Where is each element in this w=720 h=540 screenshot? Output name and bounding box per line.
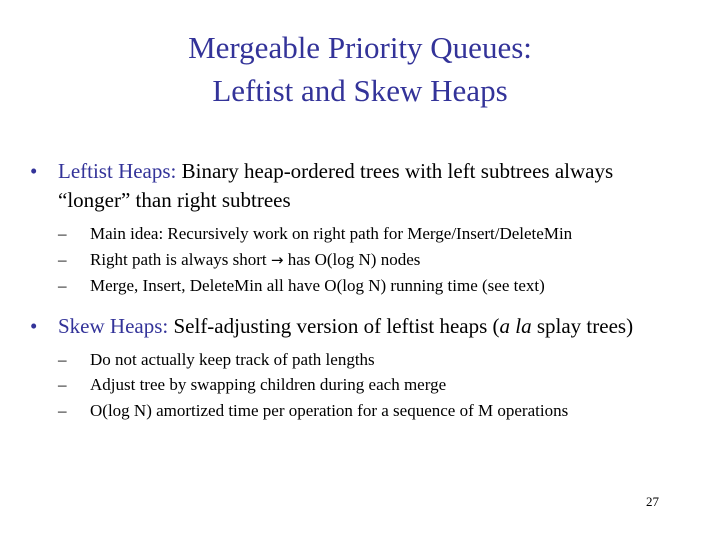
title-line-2: Leftist and Skew Heaps: [212, 73, 508, 108]
bullet-body-text: Binary heap-ordered trees with left subtrees always “longer” than right subtrees: [58, 159, 614, 212]
sub-bullet-text: O(log N) amortized time per operation for a sequence of M operations: [90, 400, 569, 420]
sub-bullet-text: Adjust tree by swapping children during each merge: [90, 375, 447, 394]
bullet-body-text: splay trees): [531, 313, 634, 338]
sub-bullet-text: Merge, Insert, DeleteMin all have O(log N) running time (see text): [90, 276, 545, 295]
right-arrow-icon: →: [270, 250, 284, 269]
dash-marker: –: [58, 249, 67, 269]
sub-bullet-text: Do not actually keep track of path lengths: [90, 349, 375, 369]
page-number: 27: [646, 494, 659, 509]
dash-marker: –: [58, 349, 67, 369]
bullet-italic-text: a la: [499, 313, 532, 338]
sub-bullet-text: Right path is always short: [90, 249, 271, 269]
sub-bullet-item: [58, 247, 690, 274]
dash-marker: –: [58, 375, 67, 394]
bullet-list: [30, 157, 690, 423]
dash-marker: –: [58, 224, 67, 243]
sub-bullet-text: Main idea: Recursively work on right path for Merge/Insert/DeleteMin: [90, 224, 573, 243]
bullet-leftist-heaps: [30, 157, 690, 299]
sub-bullet-item: [58, 347, 690, 373]
bullet-marker: •: [30, 313, 38, 338]
sub-bullet-item: [58, 398, 690, 424]
sub-bullet-list: [58, 221, 690, 299]
dash-marker: –: [58, 276, 67, 295]
title-line-1: Mergeable Priority Queues:: [188, 30, 532, 65]
slide-title: [0, 26, 720, 112]
sub-bullet-item: [58, 273, 690, 299]
sub-bullet-list: [58, 347, 690, 424]
bullet-lead-text: Skew Heaps:: [58, 313, 169, 338]
bullet-skew-heaps: [30, 312, 690, 424]
sub-bullet-item: [58, 372, 690, 398]
sub-bullet-item: [58, 221, 690, 247]
bullet-marker: •: [30, 159, 38, 183]
sub-bullet-text: has O(log N) nodes: [283, 249, 421, 269]
bullet-lead-text: Leftist Heaps:: [58, 159, 177, 183]
dash-marker: –: [58, 400, 67, 420]
bullet-body-text: Self-adjusting version of leftist heaps (: [168, 313, 500, 338]
